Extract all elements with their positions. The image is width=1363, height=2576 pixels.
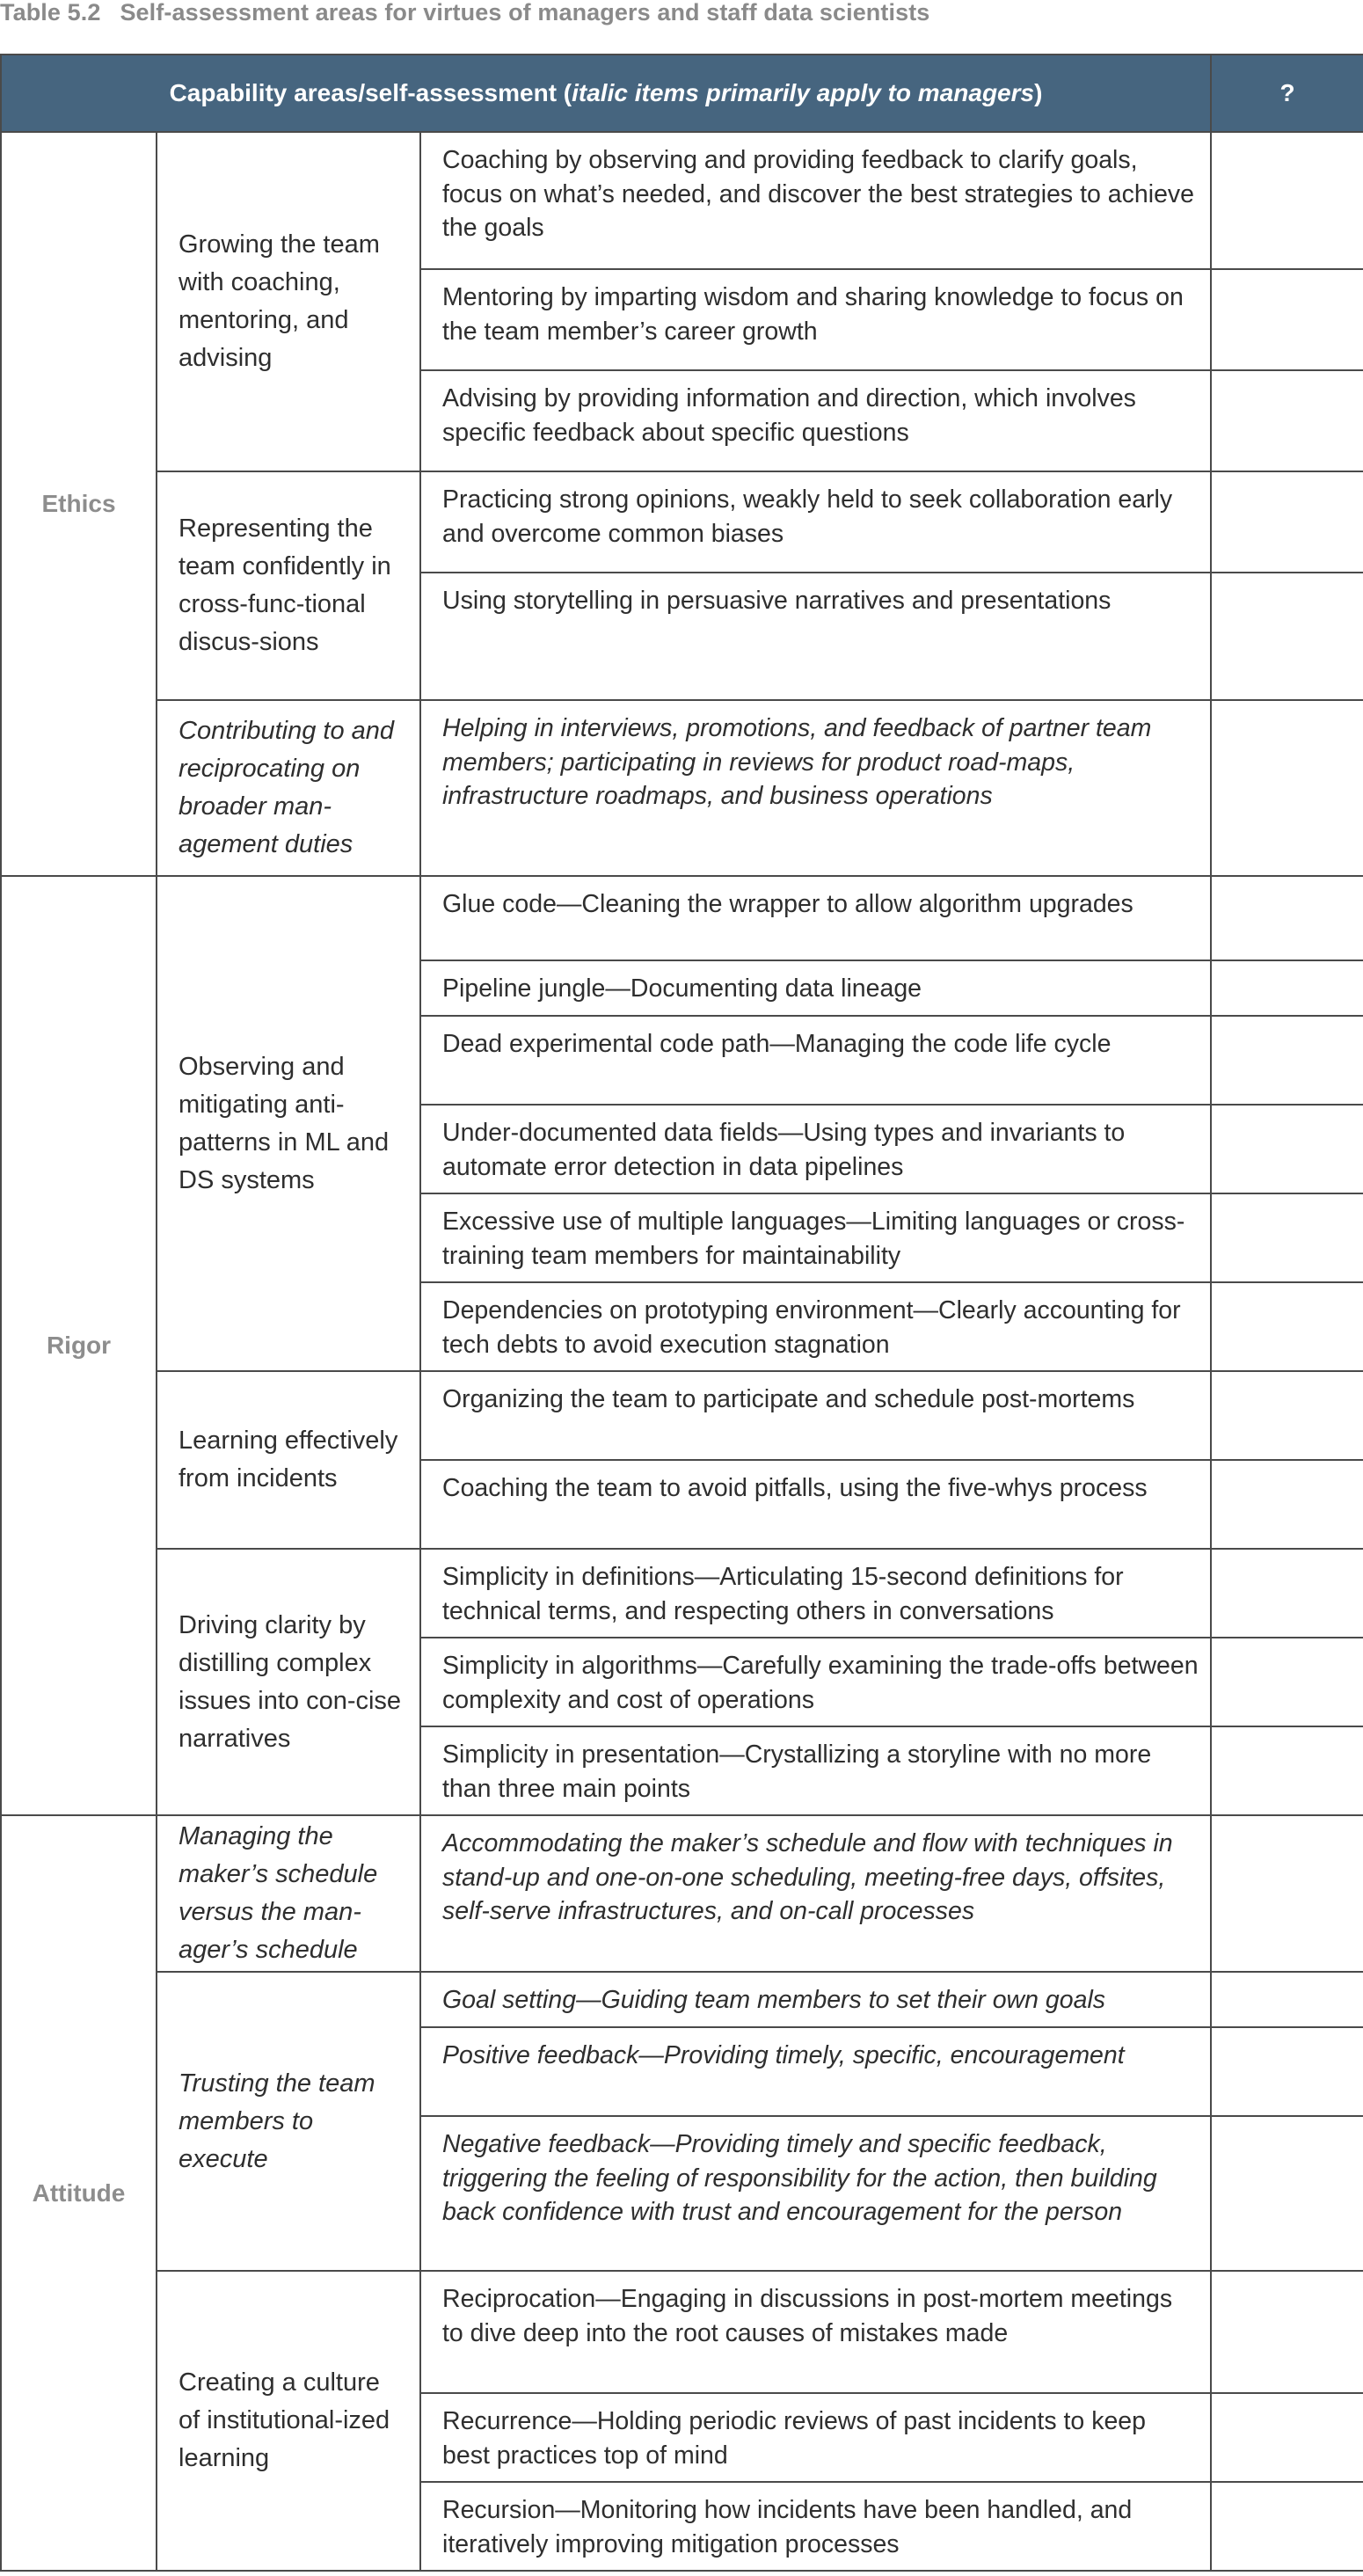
self-assessment-table xyxy=(0,54,1363,2572)
checkbox-cell[interactable] xyxy=(1211,2393,1363,2482)
item-cell: Using storytelling in persuasive narratives and presentations xyxy=(420,573,1211,700)
table-row xyxy=(1,2271,1363,2393)
checkbox-cell[interactable] xyxy=(1211,1105,1363,1193)
table-row xyxy=(1,1972,1363,2027)
checkbox-cell[interactable] xyxy=(1211,2116,1363,2271)
table-row xyxy=(1,876,1363,960)
checkbox-cell[interactable] xyxy=(1211,1726,1363,1815)
item-cell: Practicing strong opinions, weakly held to seek collaboration early and overcome common biases xyxy=(420,471,1211,573)
item-cell: Glue code—Cleaning the wrapper to allow algorithm upgrades xyxy=(420,876,1211,960)
item-cell-manager: Positive feedback—Providing timely, specific, encouragement xyxy=(420,2027,1211,2116)
checkbox-cell[interactable] xyxy=(1211,269,1363,370)
item-cell: Simplicity in presentation—Crystallizing a storyline with no more than three main points xyxy=(420,1726,1211,1815)
item-cell: Reciprocation—Engaging in discussions in post-mortem meetings to dive deep into the root causes of mistakes made xyxy=(420,2271,1211,2393)
header-capability-areas: Capability areas/self-assessment (italic items primarily apply to managers) xyxy=(1,55,1211,132)
checkbox-cell[interactable] xyxy=(1211,370,1363,471)
table-row xyxy=(1,132,1363,269)
item-cell-manager: Negative feedback—Providing timely and specific feedback, triggering the feeling of responsibility for the action, then building back confidence with trust and encouragement for the person xyxy=(420,2116,1211,2271)
table-row xyxy=(1,700,1363,876)
checkbox-cell[interactable] xyxy=(1211,876,1363,960)
table-row xyxy=(1,1371,1363,1460)
checkbox-cell[interactable] xyxy=(1211,1193,1363,1282)
checkbox-cell[interactable] xyxy=(1211,1016,1363,1105)
item-cell: Mentoring by imparting wisdom and sharing knowledge to focus on the team member’s career growth xyxy=(420,269,1211,370)
checkbox-cell[interactable] xyxy=(1211,1815,1363,1972)
checkbox-cell[interactable] xyxy=(1211,1549,1363,1638)
item-cell: Coaching by observing and providing feedback to clarify goals, focus on what’s needed, and discover the best strategies to achieve the goals xyxy=(420,132,1211,269)
checkbox-cell[interactable] xyxy=(1211,2027,1363,2116)
area-rigor: Rigor xyxy=(1,876,157,1815)
capability-cell-manager: Contributing to and reciprocating on broader man-agement duties xyxy=(157,700,420,876)
capability-cell: Creating a culture of institutional-ized learning xyxy=(157,2271,420,2571)
item-cell-manager: Goal setting—Guiding team members to set their own goals xyxy=(420,1972,1211,2027)
item-cell: Pipeline jungle—Documenting data lineage xyxy=(420,960,1211,1016)
header-italic-note: italic items primarily apply to managers xyxy=(572,79,1035,106)
capability-cell: Growing the team with coaching, mentoring, and advising xyxy=(157,132,420,471)
item-cell-manager: Accommodating the maker’s schedule and flow with techniques in stand-up and one-on-one scheduling, meeting-free days, offsites, self-serve infrastructures, and on-call processes xyxy=(420,1815,1211,1972)
table-number: Table 5.2 xyxy=(0,0,101,26)
item-cell: Advising by providing information and direction, which involves specific feedback about specific questions xyxy=(420,370,1211,471)
table-caption xyxy=(0,0,929,25)
table-header-row xyxy=(1,55,1363,132)
checkbox-cell[interactable] xyxy=(1211,2482,1363,2571)
checkbox-cell[interactable] xyxy=(1211,1638,1363,1726)
checkbox-cell[interactable] xyxy=(1211,700,1363,876)
item-cell: Recurrence—Holding periodic reviews of past incidents to keep best practices top of mind xyxy=(420,2393,1211,2482)
item-cell: Dependencies on prototyping environment—Clearly accounting for tech debts to avoid execution stagnation xyxy=(420,1282,1211,1371)
capability-cell: Observing and mitigating anti-patterns in ML and DS systems xyxy=(157,876,420,1371)
checkbox-cell[interactable] xyxy=(1211,1972,1363,2027)
capability-cell-manager: Managing the maker’s schedule versus the man-ager’s schedule xyxy=(157,1815,420,1972)
checkbox-cell[interactable] xyxy=(1211,2271,1363,2393)
item-cell: Simplicity in algorithms—Carefully examining the trade-offs between complexity and cost of operations xyxy=(420,1638,1211,1726)
table-row xyxy=(1,1549,1363,1638)
item-cell: Recursion—Monitoring how incidents have been handled, and iteratively improving mitigation processes xyxy=(420,2482,1211,2571)
area-attitude: Attitude xyxy=(1,1815,157,2571)
item-cell: Coaching the team to avoid pitfalls, using the five-whys process xyxy=(420,1460,1211,1549)
item-cell: Organizing the team to participate and schedule post-mortems xyxy=(420,1371,1211,1460)
item-cell-manager: Helping in interviews, promotions, and feedback of partner team members; participating in reviews for product road-maps, infrastructure roadmaps, and business operations xyxy=(420,700,1211,876)
checkbox-cell[interactable] xyxy=(1211,573,1363,700)
checkbox-cell[interactable] xyxy=(1211,132,1363,269)
area-ethics: Ethics xyxy=(1,132,157,876)
item-cell: Simplicity in definitions—Articulating 15-second definitions for technical terms, and respecting others in conversations xyxy=(420,1549,1211,1638)
item-cell: Under-documented data fields—Using types and invariants to automate error detection in data pipelines xyxy=(420,1105,1211,1193)
header-check-column: ? xyxy=(1211,55,1363,132)
capability-cell-manager: Trusting the team members to execute xyxy=(157,1972,420,2271)
table-title: Self-assessment areas for virtues of managers and staff data scientists xyxy=(120,0,930,26)
capability-cell: Learning effectively from incidents xyxy=(157,1371,420,1549)
checkbox-cell[interactable] xyxy=(1211,471,1363,573)
table-row xyxy=(1,1815,1363,1972)
checkbox-cell[interactable] xyxy=(1211,1282,1363,1371)
checkbox-cell[interactable] xyxy=(1211,1460,1363,1549)
item-cell: Dead experimental code path—Managing the code life cycle xyxy=(420,1016,1211,1105)
capability-cell: Representing the team confidently in cross-func-tional discus-sions xyxy=(157,471,420,700)
capability-cell: Driving clarity by distilling complex issues into con-cise narratives xyxy=(157,1549,420,1815)
checkbox-cell[interactable] xyxy=(1211,1371,1363,1460)
checkbox-cell[interactable] xyxy=(1211,960,1363,1016)
item-cell: Excessive use of multiple languages—Limiting languages or cross-training team members for maintainability xyxy=(420,1193,1211,1282)
table-row xyxy=(1,471,1363,573)
